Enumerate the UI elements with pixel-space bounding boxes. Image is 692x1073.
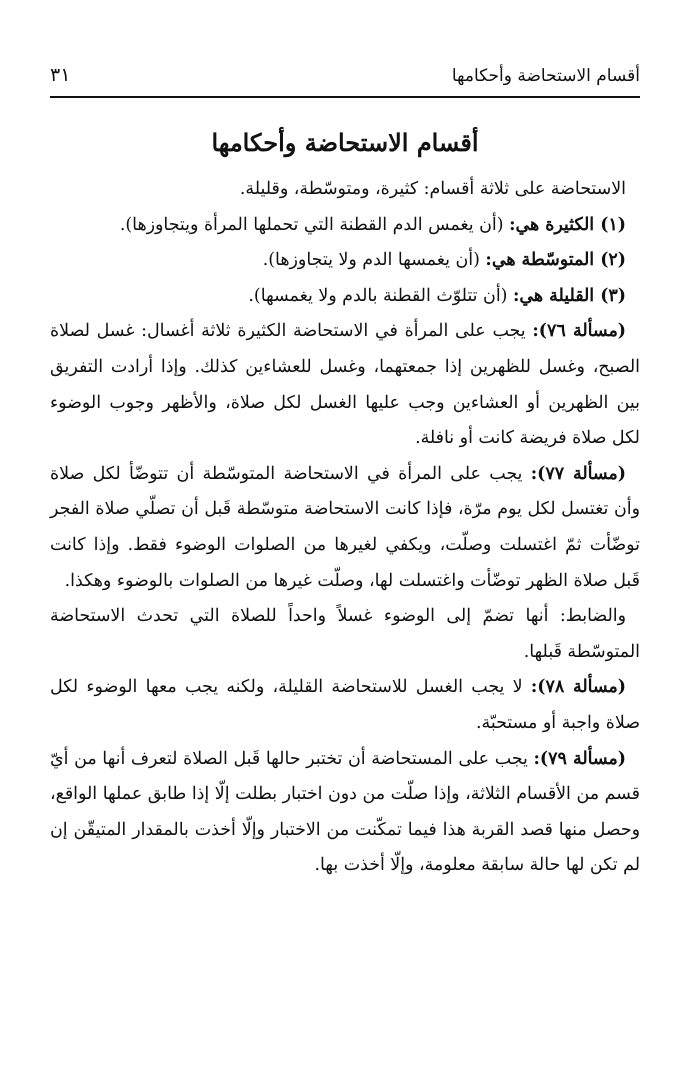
issue-79-text: يجب على المستحاضة أن تختبر حالها قَبل الصلاة لتعرف أنها من أيّ قسم من الأقسام الثلاثة، وإذا صلّت من دون اختبار بطلت إلّا إذا طابق عملها الواقع، وحصل منها قصد القربة هذا فيما تمكّنت من الاختبار وإلّا أخذت بالمقدار المتيقّن إن لم تكن لها حالة سابقة معلومة، وإلّا أخذت بها. bbox=[50, 748, 640, 876]
definition-3 bbox=[50, 279, 640, 315]
issue-76-label: (مسألة ٧٦): bbox=[532, 321, 626, 342]
definition-2-text: (أن يغمسها الدم ولا يتجاوزها). bbox=[262, 250, 486, 271]
definition-2-label: (٢) المتوسّطة هي: bbox=[485, 250, 626, 271]
issue-76 bbox=[50, 314, 640, 456]
page-number: ٣١ bbox=[50, 64, 71, 86]
issue-78-label: (مسألة ٧٨): bbox=[530, 677, 626, 698]
page-body bbox=[50, 172, 640, 884]
definition-3-text: (أن تتلوّث القطنة بالدم ولا يغمسها). bbox=[248, 285, 513, 306]
section-heading: أقسام الاستحاضة وأحكامها bbox=[211, 128, 479, 157]
issue-77 bbox=[50, 457, 640, 599]
definition-1-label: (١) الكثيرة هي: bbox=[509, 214, 626, 235]
rule-paragraph: والضابط: أنها تضمّ إلى الوضوء غسلاً واحداً للصلاة التي تحدث الاستحاضة المتوسّطة قَبلها. bbox=[50, 606, 640, 662]
definition-1-text: (أن يغمس الدم القطنة التي تحملها المرأة ويتجاوزها). bbox=[119, 214, 510, 235]
issue-76-text: يجب على المرأة في الاستحاضة الكثيرة ثلاثة أغسال: غسل لصلاة الصبح، وغسل للظهرين إذا جمعتهما، وغسل للعشاءين كذلك. وإذا أرادت التفريق بين الظهرين أو العشاءين وجب عليها الغسل لكل صلاة، والأظهر وجوب الوضوء لكل صلاة فريضة كانت أو نافلة. bbox=[50, 321, 640, 449]
issue-78 bbox=[50, 670, 640, 741]
page-header bbox=[50, 58, 640, 98]
issue-79 bbox=[50, 742, 640, 884]
intro-paragraph: الاستحاضة على ثلاثة أقسام: كثيرة، ومتوسّطة، وقليلة. bbox=[239, 179, 626, 199]
definition-1 bbox=[50, 208, 640, 244]
issue-78-text: لا يجب الغسل للاستحاضة القليلة، ولكنه يجب معها الوضوء لكل صلاة واجبة أو مستحبّة. bbox=[50, 677, 640, 733]
issue-77-text: يجب على المرأة في الاستحاضة المتوسّطة أن تتوضّأ لكل صلاة وأن تغتسل لكل يوم مرّة، فإذا كانت الاستحاضة متوسّطة قَبل أن تصلّي صلاة الفجر توضّأت ثمّ اغتسلت وصلّت، ويكفي لغيرها من الصلوات الوضوء فقط. وإذا كانت قَبل صلاة الظهر توضّأت واغتسلت لها، وصلّت غيرها من الصلوات بالوضوء وهكذا. bbox=[50, 463, 640, 591]
definition-2 bbox=[50, 243, 640, 279]
issue-79-label: (مسألة ٧٩): bbox=[533, 748, 626, 769]
definition-3-label: (٣) القليلة هي: bbox=[512, 285, 626, 306]
running-title: أقسام الاستحاضة وأحكامها bbox=[451, 66, 640, 86]
issue-77-label: (مسألة ٧٧): bbox=[530, 463, 626, 484]
